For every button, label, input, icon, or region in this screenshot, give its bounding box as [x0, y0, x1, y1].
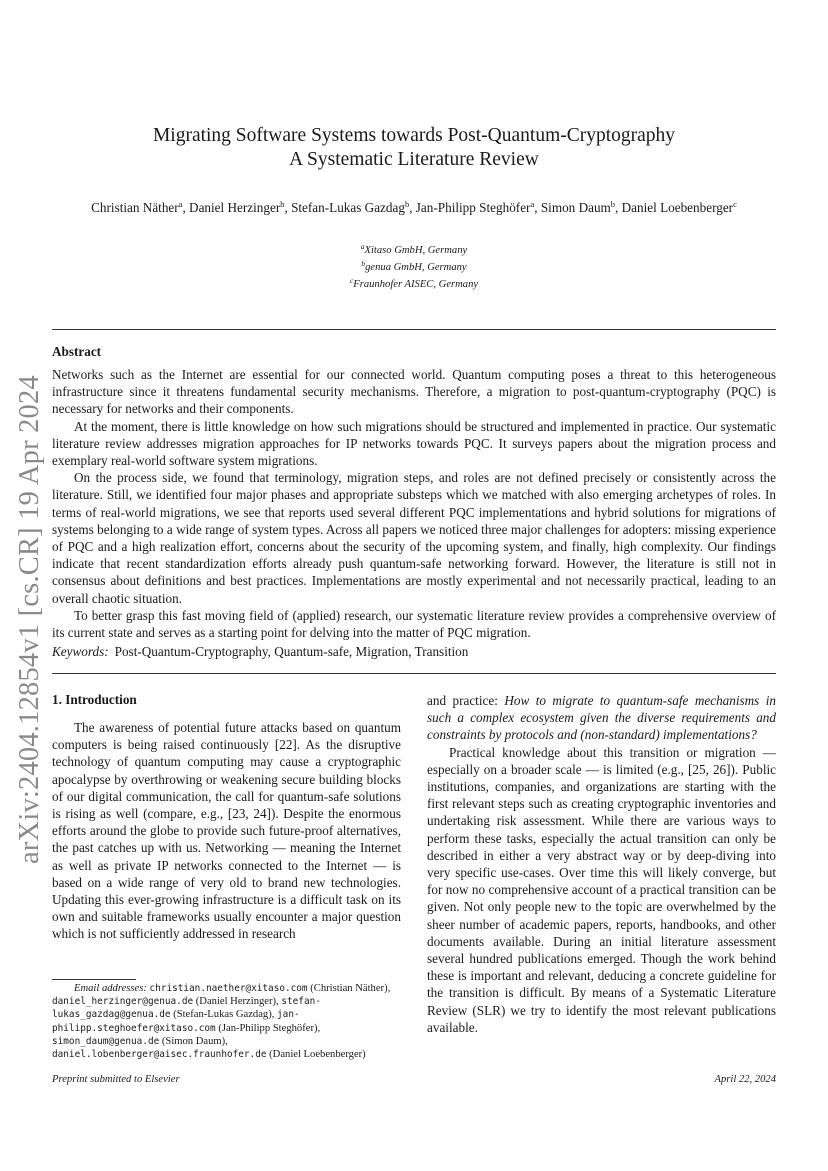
affiliation: $^c$Fraunhofer AISEC, Germany: [349, 276, 479, 290]
title-line-1: Migrating Software Systems towards Post-Quantum-Cryptography: [152, 125, 676, 146]
research-question: and practice: How to migrate to quantum-safe mechanisms in such a complex ecosystem given the diverse requirements and constraints by protocols and (non-standard) implementations?: [427, 693, 777, 743]
abstract-paragraph: To better grasp this fast moving field of (applied) research, our systematic literature review provides a comprehensive overview of its current state and serves as a starting point for delving into the matter of PQC migration.: [52, 607, 776, 641]
author: Jan-Philipp Steghöfer$^a$: [415, 199, 535, 215]
author: Simon Daum$^b$: [540, 199, 616, 215]
intro-left-column: The awareness of potential future attacks based on quantum computers is being raised continuously [22]. As the disruptive technology of quantum computing may cause a cryptographic apocalypse by overthrowing or weakening secure building blocks of our digital communication, the call for quantum-safe solutions is rising as well (compare, e.g., [23, 24]). Despite the enormous efforts around the globe to provide such future-proof alternatives, the past catches up with us. Networking — meaning the Internet as well as private IP networks connected to the Internet — is based on a wide range of very old to brand new technologies. Updating this ever-growing infrastructure is a difficult task on its own and suitable frameworks usually encounter a major question which is not sufficiently addressed in research: [52, 720, 401, 942]
preprint-date: April 22, 2024: [714, 1074, 776, 1085]
abstract-paragraph: Networks such as the Internet are essential for our connected world. Quantum computing poses a threat to this heterogeneous infrastructure since it threatens fundamental security mechanisms. Therefore, a migration to post-quantum-cryptography (PQC) is necessary for networks and their components.: [52, 367, 776, 417]
abstract-paragraph: On the process side, we found that terminology, migration steps, and roles are not defined precisely or consistently across the literature. Still, we identified four major phases and appropriate substeps which we matched with also emerging archetypes of roles. In terms of real-world migrations, we see that reports used several different PQC implementations and hybrid solutions for migrations of systems belonging to a wide range of system types. Across all papers we noticed three major challenges for adopters: missing experience of PQC and a high realization effort, concerns about the security of the upcoming system, and finally, high complexity. Our findings indicate that recent standardization efforts already push quantum-safe networking forward. However, the literature is still not in consensus about definitions and best practices. Implementations are mostly experimental and not necessarily practical, leading to an overall chaotic situation.: [52, 470, 776, 606]
author: Christian Näther$^a$: [91, 199, 183, 215]
author: Daniel Herzinger$^b$: [189, 199, 285, 215]
title-line-2: A Systematic Literature Review: [289, 149, 539, 170]
abstract-body: [52, 366, 776, 641]
abstract-top-rule: [52, 329, 776, 330]
section-heading: 1. Introduction: [52, 692, 137, 707]
keywords-label: Keywords:: [52, 644, 109, 659]
intro-right-column: [427, 692, 776, 1036]
paper-title: [0, 124, 828, 172]
affiliation: $^b$genua GmbH, Germany: [361, 259, 467, 273]
author: Daniel Loebenberger$^c$: [621, 199, 737, 215]
keywords: [52, 644, 468, 660]
affiliation: $^a$Xitaso GmbH, Germany: [360, 242, 468, 256]
abstract-paragraph: At the moment, there is little knowledge on how such migrations should be structured and implemented in practice. Our systematic literature review addresses migration approaches for IP networks towards PQC. It surveys papers about the migration process and exemplary real-world software system migrations.: [52, 418, 776, 469]
email-link[interactable]: daniel.lobenberger@aisec.fraunhofer.de: [52, 1049, 267, 1061]
arxiv-identifier: arXiv:2404.12854v1 [cs.CR] 19 Apr 2024: [14, 375, 45, 865]
affiliations: [0, 240, 828, 291]
footnote-rule: [52, 979, 136, 980]
intro-paragraph: Practical knowledge about this transition or migration — especially on a broader scale — is limited (e.g., [25, 26]). Public institutions, companies, and organizations are starting with the first relevant steps such as creating cryptographic inventories and undertaking risk assessment. While there are various ways to perform these tasks, especially the actual transition can only be described in either a very abstract way or by deep-diving into very specific use-cases. Over time this will likely converge, but for now no comprehensive account of a practical transition can be given. Not only people new to the topic are overwhelmed by the sheer number of academic papers, reports, handbooks, and other documents available. During an initial literature assessment several hundred publications emerged. Though the work behind these is important and relevant, deducing a concrete guideline for the transition is difficult. By means of a Systematic Literature Review (SLR) we try to identify the most relevant publications available.: [427, 744, 776, 1035]
abstract-heading: Abstract: [52, 344, 102, 359]
email-footnote: Email addresses: christian.naether@xitaso.com (Christian Näther), daniel_herzinger@genua.de (Daniel Herzinger), stefan-lukas_gazdag@genua.de (Stefan-Lukas Gazdag), jan-philipp.steghoefer@xitaso.com (Jan-Philipp Steghöfer), simon_daum@genua.de (Simon Daum), daniel.lobenberger@aisec.fraunhofer.de (Daniel Loebenberger): [52, 983, 391, 1061]
author-list: Christian Näther$^a$, Daniel Herzinger$^b$, Stefan-Lukas Gazdag$^b$, Jan-Philipp Steghöfer$^a$, Simon Daum$^b$, Daniel Loebenberger$^c$: [91, 199, 737, 215]
footnote-label: Email addresses:: [74, 983, 147, 994]
email-link[interactable]: simon_daum@genua.de: [52, 1035, 160, 1047]
abstract-bottom-rule: [52, 673, 776, 674]
email-link[interactable]: jan-philipp.steghoefer@xitaso.com: [52, 1009, 300, 1034]
email-link[interactable]: christian.naether@xitaso.com: [149, 983, 308, 994]
preprint-note: Preprint submitted to Elsevier: [52, 1074, 180, 1085]
keywords-list: Post-Quantum-Cryptography, Quantum-safe, Migration, Transition: [114, 644, 469, 659]
email-link[interactable]: daniel_herzinger@genua.de: [52, 996, 194, 1008]
author: Stefan-Lukas Gazdag$^b$: [291, 199, 410, 215]
email-link[interactable]: stefan-lukas_gazdag@genua.de: [52, 996, 321, 1021]
